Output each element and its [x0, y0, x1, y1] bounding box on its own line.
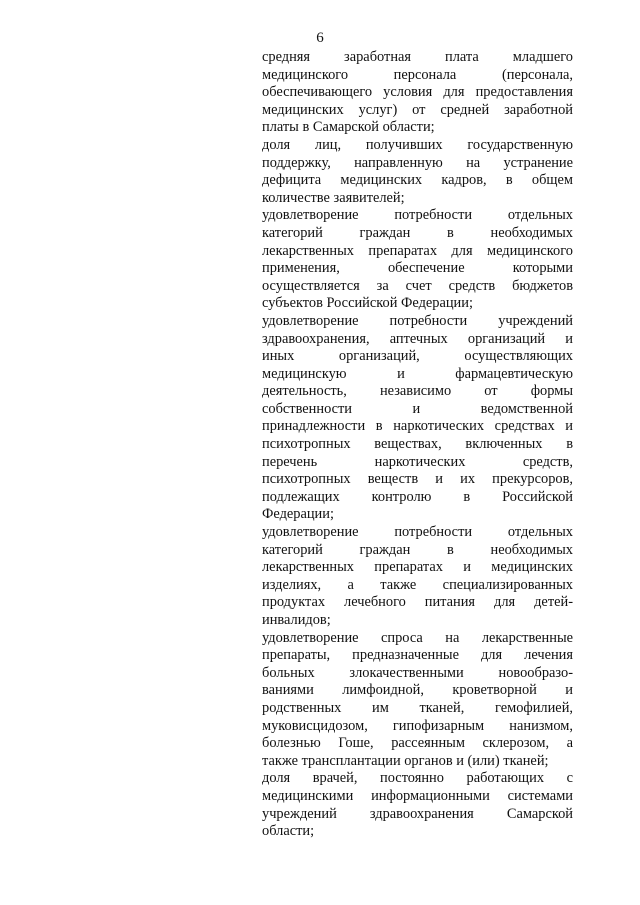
list-item	[262, 207, 573, 313]
text-line: перечень наркотических средств,	[262, 453, 573, 470]
text-line: родственных им тканей, гемофилией,	[262, 699, 573, 716]
page-number: 6	[316, 30, 324, 46]
text-line: платы в Самарской области;	[262, 119, 435, 136]
text-line: медицинскими информационными системами	[262, 787, 573, 804]
text-line: медицинских услуг) от средней заработной	[262, 101, 573, 118]
list-item	[262, 137, 573, 207]
text-line: больных злокачественными новообразо-	[262, 664, 573, 681]
text-line: области;	[262, 823, 315, 840]
text-line: болезнью Гоше, рассеянным склерозом, а	[262, 735, 573, 752]
text-line: муковисцидозом, гипофизарным нанизмом,	[262, 717, 573, 734]
text-line: подлежащих контролю в Российской	[262, 488, 573, 505]
document-body	[262, 49, 573, 841]
text-line: количестве заявителей;	[262, 189, 405, 206]
text-line: средняя заработная плата младшего	[262, 49, 573, 65]
text-line: психотропных веществ и их прекурсоров,	[262, 471, 573, 488]
text-line: психотропных веществах, включенных в	[262, 436, 573, 453]
text-line: препараты, предназначенные для лечения	[262, 647, 573, 664]
text-line: доля лиц, получивших государственную	[262, 136, 573, 153]
text-line: также трансплантации органов и (или) тканей;	[262, 752, 549, 769]
text-line: дефицита медицинских кадров, в общем	[262, 172, 573, 189]
text-line: удовлетворение спроса на лекарственные	[262, 629, 573, 646]
text-line: доля врачей, постоянно работающих с	[262, 770, 573, 787]
text-line: медицинского персонала (персонала,	[262, 66, 573, 83]
list-item	[262, 49, 573, 137]
text-line: здравоохранения, аптечных организаций и	[262, 330, 573, 347]
text-line: медицинскую и фармацевтическую	[262, 365, 573, 382]
list-item	[262, 524, 573, 630]
text-line: удовлетворение потребности отдельных	[262, 524, 573, 541]
text-line: осуществляется за счет средств бюджетов	[262, 277, 573, 294]
text-line: удовлетворение потребности отдельных	[262, 207, 573, 224]
text-line: субъектов Российской Федерации;	[262, 295, 473, 312]
text-line: продуктах лечебного питания для детей-	[262, 594, 573, 611]
text-line: поддержку, направленную на устранение	[262, 154, 573, 171]
text-line: категорий граждан в необходимых	[262, 224, 573, 241]
text-line: категорий граждан в необходимых	[262, 541, 573, 558]
text-line: деятельность, независимо от формы	[262, 383, 573, 400]
text-line: ваниями лимфоидной, кроветворной и	[262, 682, 573, 699]
text-line: учреждений здравоохранения Самарской	[262, 805, 573, 822]
list-item	[262, 630, 573, 771]
text-line: иных организаций, осуществляющих	[262, 348, 573, 365]
text-line: обеспечивающего условия для предоставления	[262, 84, 573, 101]
text-line: лекарственных препаратах для медицинского	[262, 242, 573, 259]
text-line: изделиях, а также специализированных	[262, 576, 573, 593]
text-line: Федерации;	[262, 506, 334, 523]
text-line: удовлетворение потребности учреждений	[262, 312, 573, 329]
text-line: применения, обеспечение которыми	[262, 260, 573, 277]
list-item	[262, 313, 573, 524]
text-line: инвалидов;	[262, 612, 331, 628]
text-line: принадлежности в наркотических средствах и	[262, 418, 573, 435]
text-line: лекарственных препаратах и медицинских	[262, 559, 573, 576]
text-line: собственности и ведомственной	[262, 400, 573, 417]
list-item	[262, 770, 573, 840]
